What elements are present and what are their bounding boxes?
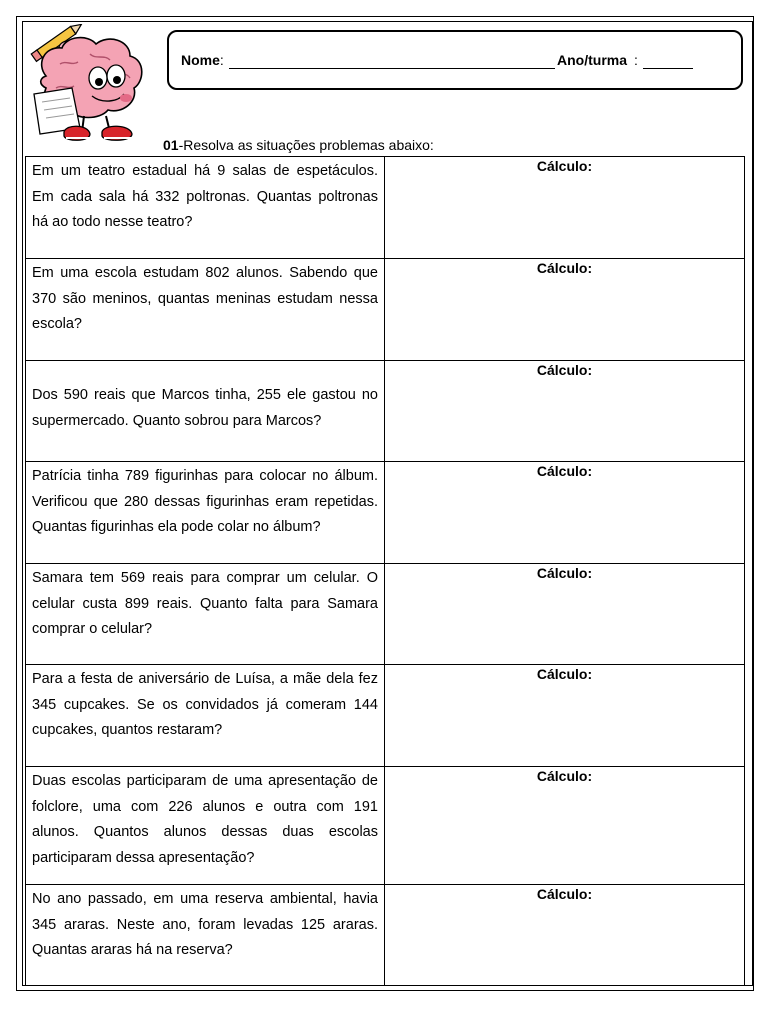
table-row <box>26 564 745 665</box>
question-text: Para a festa de aniversário de Luísa, a mãe dela fez 345 cupcakes. Se os convidados já comeram 144 cupcakes, quantos restaram? <box>32 671 378 738</box>
name-label: Nome: <box>181 52 224 68</box>
student-info-box <box>167 30 743 90</box>
calc-cell[interactable] <box>385 665 745 767</box>
calc-cell[interactable] <box>385 361 745 462</box>
question-cell <box>26 259 385 361</box>
calc-label: Cálculo: <box>536 886 593 902</box>
brain-mascot-icon <box>26 24 156 148</box>
calc-label: Cálculo: <box>536 260 593 276</box>
table-row <box>26 361 745 462</box>
class-label: Ano/turma <box>557 52 627 68</box>
question-cell <box>26 665 385 767</box>
calc-cell[interactable] <box>385 564 745 665</box>
calc-label: Cálculo: <box>536 463 593 479</box>
calc-label: Cálculo: <box>536 666 593 682</box>
calc-cell[interactable] <box>385 157 745 259</box>
question-cell <box>26 157 385 259</box>
question-number: 01 <box>163 137 179 153</box>
problems-table <box>25 156 745 986</box>
question-text: Em uma escola estudam 802 alunos. Sabendo que 370 são meninos, quantas meninas estudam nessa escola? <box>32 265 378 332</box>
table-row <box>26 462 745 564</box>
question-text: Patrícia tinha 789 figurinhas para colocar no álbum. Verificou que 280 dessas figurinhas eram repetidas. Quantas figurinhas ela pode colar no álbum? <box>32 468 378 535</box>
table-row <box>26 885 745 986</box>
calc-cell[interactable] <box>385 259 745 361</box>
calc-label: Cálculo: <box>536 565 593 581</box>
instruction <box>163 137 434 153</box>
table-row <box>26 767 745 885</box>
question-text: Samara tem 569 reais para comprar um celular. O celular custa 899 reais. Quanto falta para Samara comprar o celular? <box>32 570 378 637</box>
question-cell <box>26 767 385 885</box>
calc-label: Cálculo: <box>536 362 593 378</box>
calc-label: Cálculo: <box>536 768 593 784</box>
calc-label: Cálculo: <box>536 158 593 174</box>
question-cell <box>26 564 385 665</box>
question-text: Dos 590 reais que Marcos tinha, 255 ele gastou no supermercado. Quanto sobrou para Marcos? <box>32 387 378 429</box>
table-row <box>26 259 745 361</box>
question-text: Em um teatro estadual há 9 salas de espetáculos. Em cada sala há 332 poltronas. Quantas poltronas há ao todo nesse teatro? <box>32 163 378 230</box>
table-row <box>26 157 745 259</box>
question-cell <box>26 462 385 564</box>
calc-cell[interactable] <box>385 462 745 564</box>
question-text: Duas escolas participaram de uma apresentação de folclore, uma com 226 alunos e outra com 191 alunos. Quantos alunos dessas duas escolas participaram dessa apresentação? <box>32 773 378 866</box>
calc-cell[interactable] <box>385 767 745 885</box>
calc-cell[interactable] <box>385 885 745 986</box>
question-cell <box>26 361 385 462</box>
table-row <box>26 665 745 767</box>
question-cell <box>26 885 385 986</box>
question-text: No ano passado, em uma reserva ambiental, havia 345 araras. Neste ano, foram levadas 125 araras. Quantas araras há na reserva? <box>32 891 378 958</box>
name-field[interactable] <box>229 68 555 69</box>
class-field[interactable] <box>643 68 693 69</box>
instruction-text: -Resolva as situações problemas abaixo: <box>178 137 434 153</box>
class-label-colon: : <box>634 52 638 68</box>
